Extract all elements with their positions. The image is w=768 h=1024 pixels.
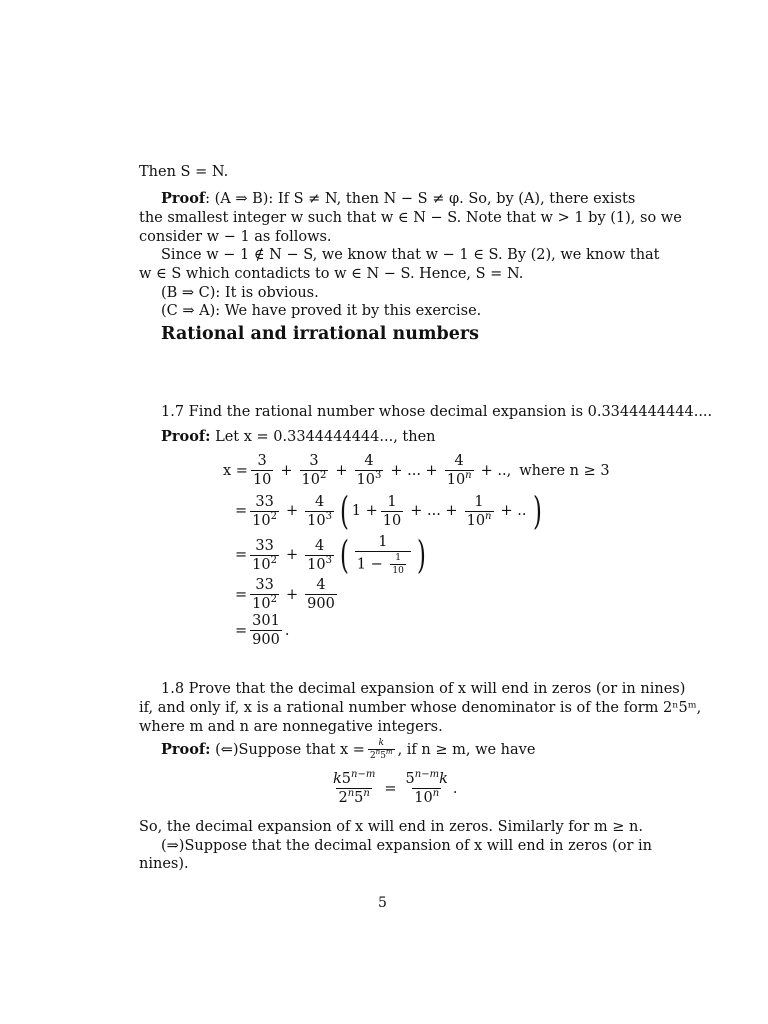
proof1-line4: Since w − 1 ∉ N − S, we know that w − 1 ∈ S. By (2), we know that — [161, 247, 660, 263]
proof-label: Proof: — [161, 428, 211, 445]
then-line: Then S = N. — [139, 164, 229, 180]
proof1-line5: w ∈ S which contadicts to w ∈ N − S. Hence, S = N. — [139, 266, 524, 282]
exercise-1-8-after1: So, the decimal expansion of x will end in zeros. Similarly for m ≥ n. — [139, 819, 643, 835]
exercise-1-8-after2: (⇒)Suppose that the decimal expansion of x will end in zeros (or in — [161, 838, 652, 854]
exercise-1-7-proof-intro: Proof: Let x = 0.3344444444..., then — [161, 428, 436, 445]
exercise-1-7-statement: 1.7 Find the rational number whose decimal expansion is 0.3344444444.... — [161, 404, 713, 420]
page-number: 5 — [378, 895, 387, 911]
proof-label: Proof — [161, 190, 206, 207]
exercise-1-8-line3: where m and n are nonnegative integers. — [139, 719, 443, 735]
equation-line-4: = $\frac{33}{10^2}$ + $\frac{4}{900}$ — [235, 577, 335, 612]
proof1-line3: consider w − 1 as follows. — [139, 229, 332, 245]
equation-line-5: = $\frac{301}{900}$ . — [235, 613, 290, 648]
equation-1-8: $\frac{k5^{n-m}}{2^n5^n}$ = $\frac{5^{n-m}k}{10^n}$ . — [333, 769, 458, 806]
proof1-line7: (C ⇒ A): We have proved it by this exercise. — [161, 303, 482, 319]
exercise-1-8-after3: nines). — [139, 856, 189, 872]
exercise-1-8-line1: 1.8 Prove that the decimal expansion of x will end in zeros (or in nines) — [161, 681, 686, 697]
exercise-1-8-line2: if, and only if, x is a rational number whose denominator is of the form 2ⁿ5ᵐ, — [139, 700, 702, 716]
proof1-line1: Proof: (A ⇒ B): If S ≠ N, then N − S ≠ φ. So, by (A), there exists — [161, 190, 636, 207]
proof-label: Proof: — [161, 741, 211, 758]
section-title: Rational and irrational numbers — [161, 324, 479, 344]
exercise-1-8-proof-intro: Proof: (⇐)Suppose that x = $\frac{k}{2^n5^m}$ , if n ≥ m, we have — [161, 738, 536, 761]
equation-line-2: = $\frac{33}{10^2}$ + $\frac{4}{10^3}$ ( 1 + $\frac{1}{10}$ + ... + $\frac{1}{10^n}$ + .. ) — [235, 489, 543, 533]
equation-line-1: x = $\frac{3}{10}$ + $\frac{3}{10^2}$ + $\frac{4}{10^3}$ + ... + $\frac{4}{10^n}$ + .., where n ≥ 3 — [223, 453, 610, 488]
proof1-line2: the smallest integer w such that w ∈ N − S. Note that w > 1 by (1), so we — [139, 210, 682, 226]
equation-line-3: = $\frac{33}{10^2}$ + $\frac{4}{10^3}$ ( 1 1 − $\frac{1}{10}$ ) — [235, 533, 426, 577]
proof1-line6: (B ⇒ C): It is obvious. — [161, 285, 319, 301]
